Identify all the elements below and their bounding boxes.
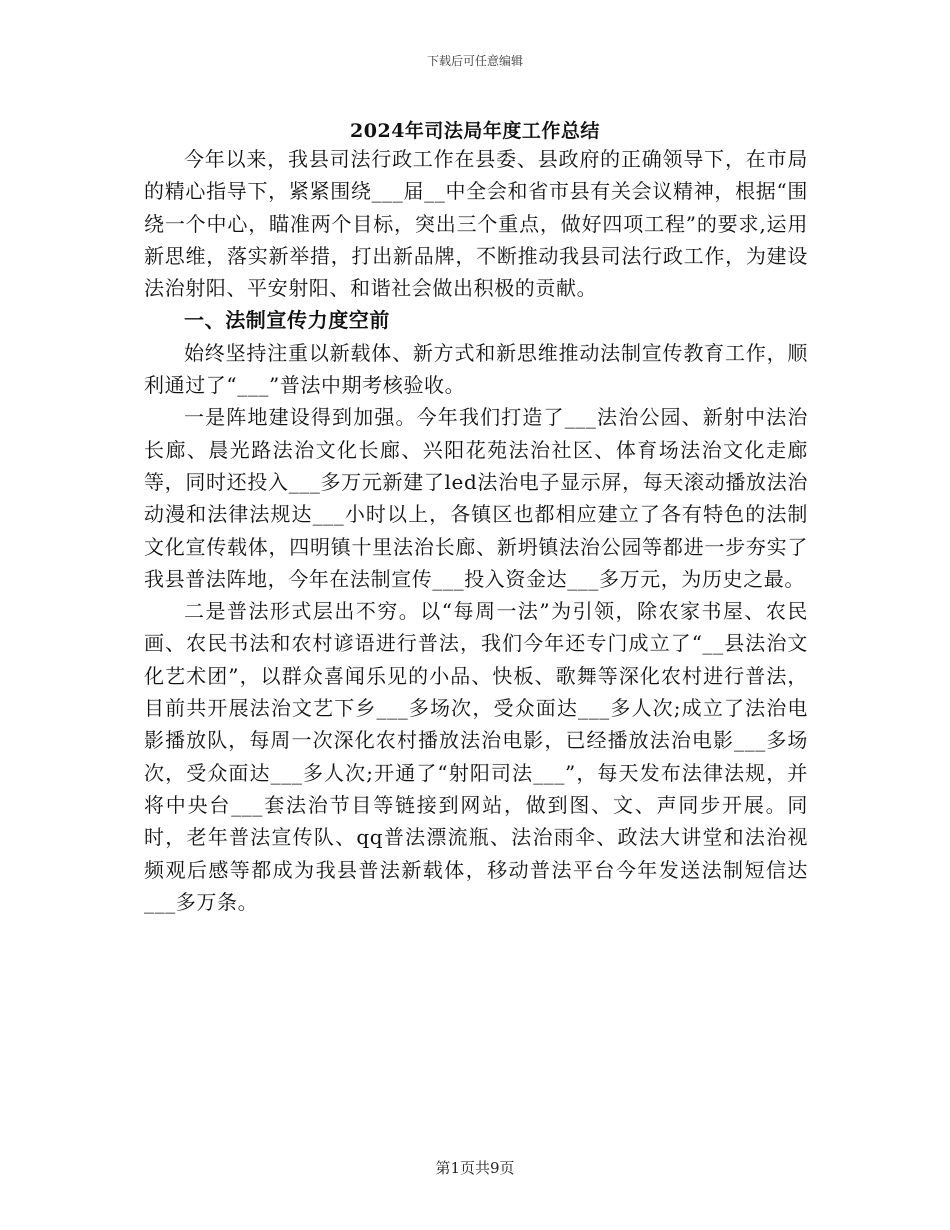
document-body — [144, 143, 808, 918]
publicity-forms-paragraph: 二是普法形式层出不穷。以“每周一法”为引领，除农家书屋、农民画、农民书法和农村谚语进行普法，我们今年还专门成立了“__县法治文化艺术团”，以群众喜闻乐见的小品、快板、歌舞等深化农村进行普法，目前共开展法治文艺下乡___多场次，受众面达___多人次;成立了法治电影播放队，每周一次深化农村播放法治电影，已经播放法治电影___多场次，受众面达___多人次;开通了“射阳司法___”，每天发布法律法规，并将中央台___套法治节目等链接到网站，做到图、文、声同步开展。同时，老年普法宣传队、qq普法漂流瓶、法治雨伞、政法大讲堂和法治视频观后感等都成为我县普法新载体，移动普法平台今年发送法制短信达___多万条。 — [144, 599, 808, 914]
section-heading: 一、法制宣传力度空前 — [184, 308, 390, 333]
page-number: 第1页共9页 — [435, 1159, 515, 1177]
page-header-note: 下载后可任意编辑 — [426, 54, 523, 68]
intro-paragraph: 今年以来，我县司法行政工作在县委、县政府的正确领导下，在市局的精心指导下，紧紧围绕___届__中全会和省市县有关会议精神，根据“围绕一个中心，瞄准两个目标，突出三个重点，做好四项工程”的要求,运用新思维，落实新举措，打出新品牌，不断推动我县司法行政工作，为建设法治射阳、平安射阳、和谐社会做出积极的贡献。 — [144, 147, 808, 301]
document-title: 2024年司法局年度工作总结 — [350, 120, 600, 142]
section-intro-paragraph: 始终坚持注重以新载体、新方式和新思维推动法制宣传教育工作，顺利通过了“___”普法中期考核验收。 — [144, 340, 808, 398]
position-building-paragraph: 一是阵地建设得到加强。今年我们打造了___法治公园、新射中法治长廊、晨光路法治文化长廊、兴阳花苑法治社区、体育场法治文化走廊等，同时还投入___多万元新建了led法治电子显示屏，每天滚动播放法治动漫和法律法规达___小时以上，各镇区也都相应建立了各有特色的法制文化宣传载体，四明镇十里法治长廊、新坍镇法治公园等都进一步夯实了我县普法阵地，今年在法制宣传___投入资金达___多万元，为历史之最。 — [144, 405, 808, 591]
